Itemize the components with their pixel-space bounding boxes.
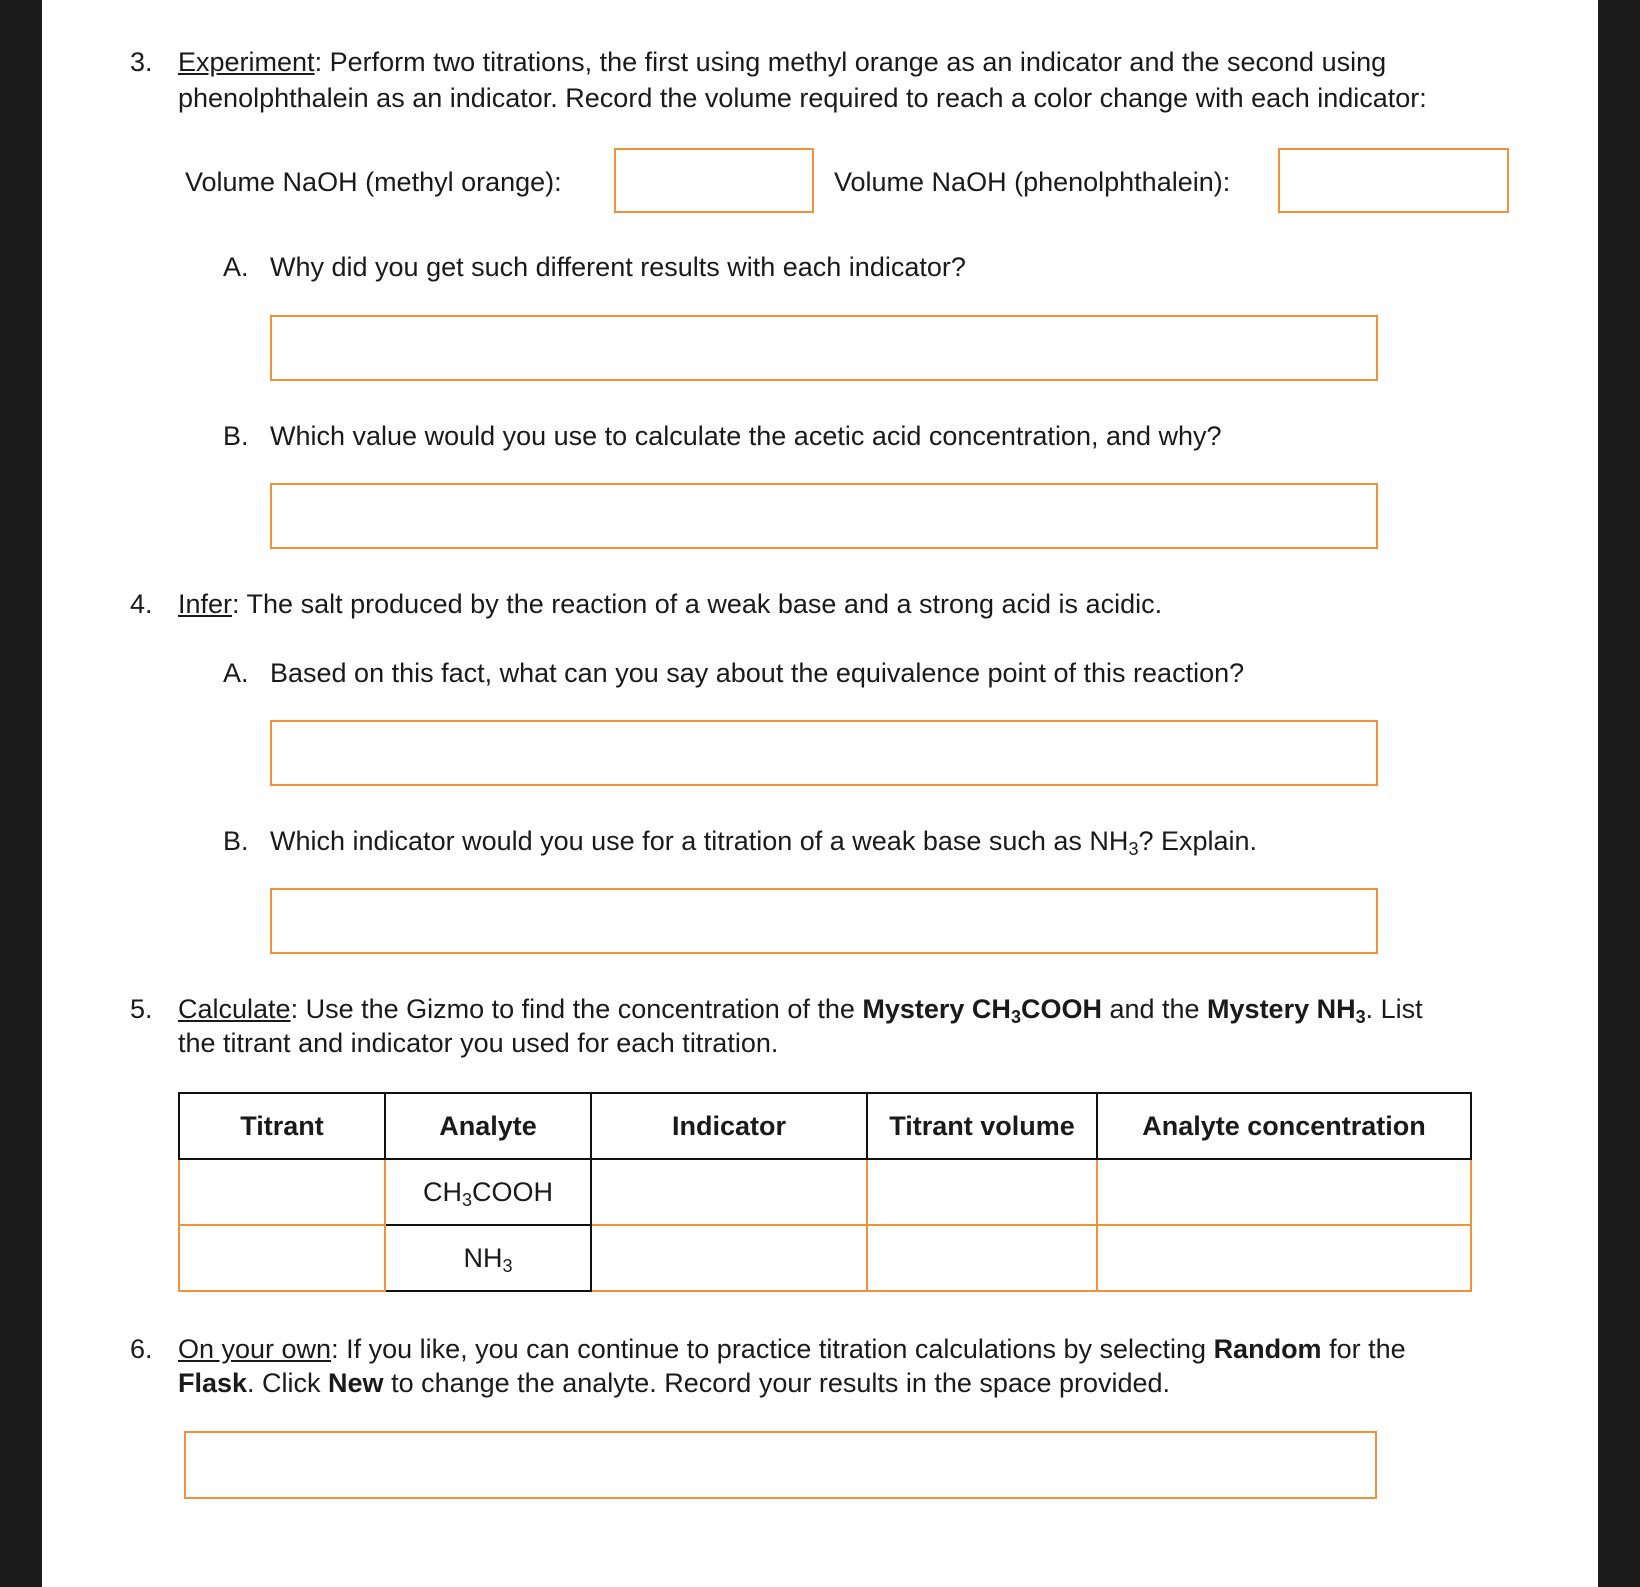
q4b-question-post: ? Explain. [1138,826,1258,856]
q5-bold2-sub: 3 [1355,1007,1366,1027]
header-analyte-concentration: Analyte concentration [1097,1093,1471,1159]
row1-analyte-sub: 3 [461,1189,472,1210]
q4a-answer-box[interactable] [270,720,1378,786]
row2-analyte-cell [385,1225,591,1291]
q6-text-mid: for the [1321,1334,1406,1364]
q3b-question: Which value would you use to calculate the acetic acid concentration, and why? [270,421,1222,451]
q6-number: 6. [130,1334,153,1364]
q5-bold1-post: COOH [1020,994,1102,1024]
q4-number: 4. [130,589,153,619]
q5-text-post: . List [1365,994,1423,1024]
row1-titrant-volume-cell[interactable] [867,1159,1097,1225]
q5-bold1-sub: 3 [1010,1007,1021,1027]
table-row [179,1159,1471,1225]
row1-analyte-cell [385,1159,591,1225]
row2-titrant-volume-cell[interactable] [867,1225,1097,1291]
q6-bold-flask: Flask [178,1368,248,1398]
q3b-answer-box[interactable] [270,483,1378,549]
q6-bold-random: Random [1213,1334,1322,1364]
q6-line2 [178,1365,1170,1401]
table-header-row [179,1093,1471,1159]
row1-analyte-concentration-cell[interactable] [1097,1159,1471,1225]
results-table [178,1092,1472,1292]
q6-text-mid2: . Click [247,1368,329,1398]
vol-phenol-label: Volume NaOH (phenolphthalein): [834,167,1231,197]
row1-titrant-cell[interactable] [179,1159,385,1225]
q6-text-pre: : If you like, you can continue to practice titration calculations by selecting [331,1334,1214,1364]
q4-label: Infer [178,589,233,619]
q5-mystery-ch3cooh [862,994,1102,1027]
q5-text-line2: the titrant and indicator you used for each titration. [178,1028,779,1058]
q5-bold1-pre: Mystery CH [862,994,1011,1024]
row1-analyte-pre: CH [422,1176,462,1207]
q6-line1 [178,1331,1406,1367]
row2-titrant-cell[interactable] [179,1225,385,1291]
row2-analyte-pre: NH [463,1242,503,1273]
q6-text-post: to change the analyte. Record your results in the space provided. [383,1368,1171,1398]
q4b-question-pre: Which indicator would you use for a titration of a weak base such as NH [270,826,1129,856]
q4b-subscript: 3 [1128,839,1139,859]
q3-line1 [178,44,1386,80]
q3a-answer-box[interactable] [270,315,1378,381]
q3b-letter: B. [223,421,249,451]
header-titrant-volume: Titrant volume [867,1093,1097,1159]
q3-label: Experiment [178,47,315,77]
row2-analyte-concentration-cell[interactable] [1097,1225,1471,1291]
row2-indicator-cell[interactable] [591,1225,867,1291]
q4b-letter: B. [223,826,249,856]
q6-label: On your own [178,1334,332,1364]
q5-text-pre: : Use the Gizmo to find the concentration of the [290,994,863,1024]
header-titrant: Titrant [179,1093,385,1159]
q5-mystery-nh3 [1207,994,1366,1027]
q4-line [178,586,1162,622]
q4a-question: Based on this fact, what can you say about the equivalence point of this reaction? [270,658,1245,688]
q4b-question [270,823,1257,859]
q4b-answer-box[interactable] [270,888,1378,954]
vol-phenol-input[interactable] [1278,148,1509,213]
q4-text: : The salt produced by the reaction of a weak base and a strong acid is acidic. [232,589,1163,619]
row1-analyte-post: COOH [472,1176,553,1207]
q3a-letter: A. [223,252,249,282]
q6-answer-box[interactable] [184,1431,1377,1499]
worksheet-page [42,0,1598,1587]
q3-text-line1: : Perform two titrations, the first using methyl orange as an indicator and the second using [314,47,1387,77]
vol-methyl-label: Volume NaOH (methyl orange): [185,167,562,197]
header-analyte: Analyte [385,1093,591,1159]
q5-line1 [178,991,1423,1027]
vol-methyl-input[interactable] [614,148,814,213]
row2-analyte-sub: 3 [502,1255,513,1276]
q6-bold-new: New [328,1368,384,1398]
q4a-letter: A. [223,658,249,688]
row1-indicator-cell[interactable] [591,1159,867,1225]
table-row [179,1225,1471,1291]
q5-number: 5. [130,994,153,1024]
q3a-question: Why did you get such different results with each indicator? [270,252,966,282]
q5-label: Calculate [178,994,291,1024]
header-indicator: Indicator [591,1093,867,1159]
q3-text-line2: phenolphthalein as an indicator. Record the volume required to reach a color change with each indicator: [178,83,1427,113]
q5-text-mid: and the [1101,994,1208,1024]
q5-bold2-pre: Mystery NH [1207,994,1356,1024]
q3-number: 3. [130,47,153,77]
